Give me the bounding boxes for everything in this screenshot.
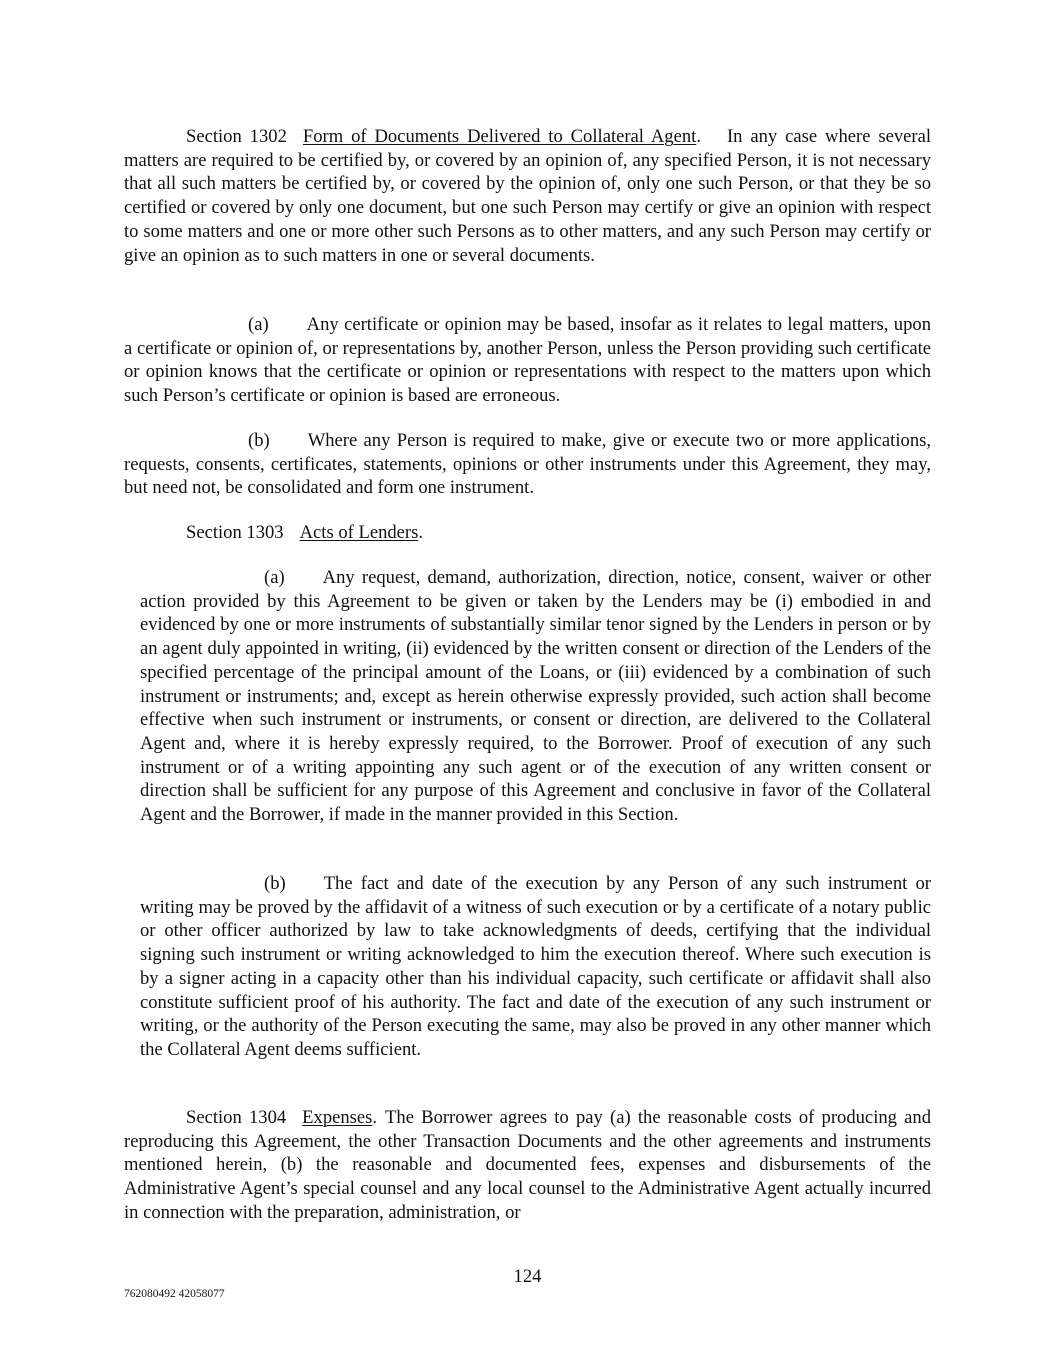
section-1303-heading-line: Section 1303 Acts of Lenders.: [186, 522, 424, 543]
section-1303-a-label: (a): [264, 567, 285, 588]
section-1302-b-paragraph: [124, 429, 931, 500]
section-1303-label: Section 1303: [186, 522, 284, 543]
section-1304-paragraph: Section 1304 Expenses. The Borrower agrees to pay (a) the reasonable costs of producing and reproducing this Agreement, the other Transaction Documents and the other agreements and instruments mentioned herein, (b) the reasonable and documented fees, expenses and disbursements of the Administrative Agent’s special counsel and any local counsel to the Administrative Agent actually incurred in connection with the preparation, administration, or: [124, 1107, 931, 1223]
page-number: 124: [513, 1266, 542, 1287]
section-1302-label: Section 1302: [186, 126, 287, 147]
document-id: 762080492 42058077: [124, 1288, 225, 1300]
section-1303-b-paragraph: [140, 872, 931, 1062]
section-1303-b-label: (b): [264, 873, 286, 894]
section-1302-b-text: Where any Person is required to make, give or execute two or more applications, requests, consents, certificates, statements, opinions or other instruments under this Agreement, they may, but need not, be consolidated and form one instrument.: [124, 430, 931, 499]
section-1302-heading: Form of Documents Delivered to Collateral Agent: [302, 126, 697, 147]
section-1304-body: The Borrower agrees to pay (a) the reasonable costs of producing and reproducing this Agreement, the other Transaction Documents and the other agreements and instruments mentioned herein, (b) the reasonable and documented fees, expenses and disbursements of the Administrative Agent’s special counsel and any local counsel to the Administrative Agent actually incurred in connection with the preparation, administration, or: [124, 1107, 931, 1223]
section-1303-heading: Acts of Lenders: [299, 522, 419, 543]
section-1302-a-label: (a): [248, 314, 269, 335]
section-1302-body: In any case where several matters are required to be certified by, or covered by an opinion of, any specified Person, it is not necessary that all such matters be certified by, or covered by the opinion of, only one such Person, or that they be so certified or covered by only one document, but one such Person may certify or give an opinion with respect to some matters and one or more other such Persons as to other matters, and any such Person may certify or give an opinion as to such matters in one or several documents.: [124, 126, 932, 266]
section-1304-label: Section 1304: [186, 1107, 287, 1128]
section-1302-a-text: Any certificate or opinion may be based, insofar as it relates to legal matters, upon a certificate or opinion of, or representations by, another Person, unless the Person providing such certificate or opinion knows that the certificate or opinion or representations with respect to the matters upon which such Person’s certificate or opinion is based are erroneous.: [124, 314, 931, 407]
section-1303-a-paragraph: [140, 566, 931, 827]
section-1303-b-text: The fact and date of the execution by any Person of any such instrument or writing may be proved by the affidavit of a witness of such execution or by a certificate of a notary public or other officer authorized by law to take acknowledgments of deeds, certifying that the individual signing such instrument or writing acknowledged to him the execution thereof. Where such execution is by a signer acting in a capacity other than his individual capacity, such certificate or affidavit shall also constitute sufficient proof of his authority. The fact and date of the execution of any such instrument or writing, or the authority of the Person executing the same, may also be proved in any other manner which the Collateral Agent deems sufficient.: [140, 873, 931, 1060]
section-1302-paragraph: Section 1302 Form of Documents Delivered to Collateral Agent. In any case where several matters are required to be certified by, or covered by an opinion of, any specified Person, it is not necessary that all such matters be certified by, or covered by the opinion of, only one such Person, or that they be so certified or covered by only one document, but one such Person may certify or give an opinion with respect to some matters and one or more other such Persons as to other matters, and any such Person may certify or give an opinion as to such matters in one or several documents.: [124, 126, 932, 266]
section-1302-a-paragraph: [124, 313, 931, 408]
section-1304-heading: Expenses: [302, 1107, 373, 1128]
section-1302-b-label: (b): [248, 430, 270, 451]
section-1303-a-text: Any request, demand, authorization, direction, notice, consent, waiver or other action provided by this Agreement to be given or taken by the Lenders may be (i) embodied in and evidenced by one or more instruments of substantially similar tenor signed by the Lenders in person or by an agent duly appointed in writing, (ii) evidenced by the written consent or direction of the Lenders of the specified percentage of the principal amount of the Loans, or (iii) evidenced by a combination of such instrument or instruments; and, except as herein otherwise expressly provided, such action shall become effective when such instrument or instruments, or consent or direction, are delivered to the Collateral Agent and, where it is hereby expressly required, to the Borrower. Proof of execution of any such instrument or of a writing appointing any such agent or of the execution of any written consent or direction shall be sufficient for any purpose of this Agreement and conclusive in favor of the Collateral Agent and the Borrower, if made in the manner provided in this Section.: [140, 567, 931, 826]
